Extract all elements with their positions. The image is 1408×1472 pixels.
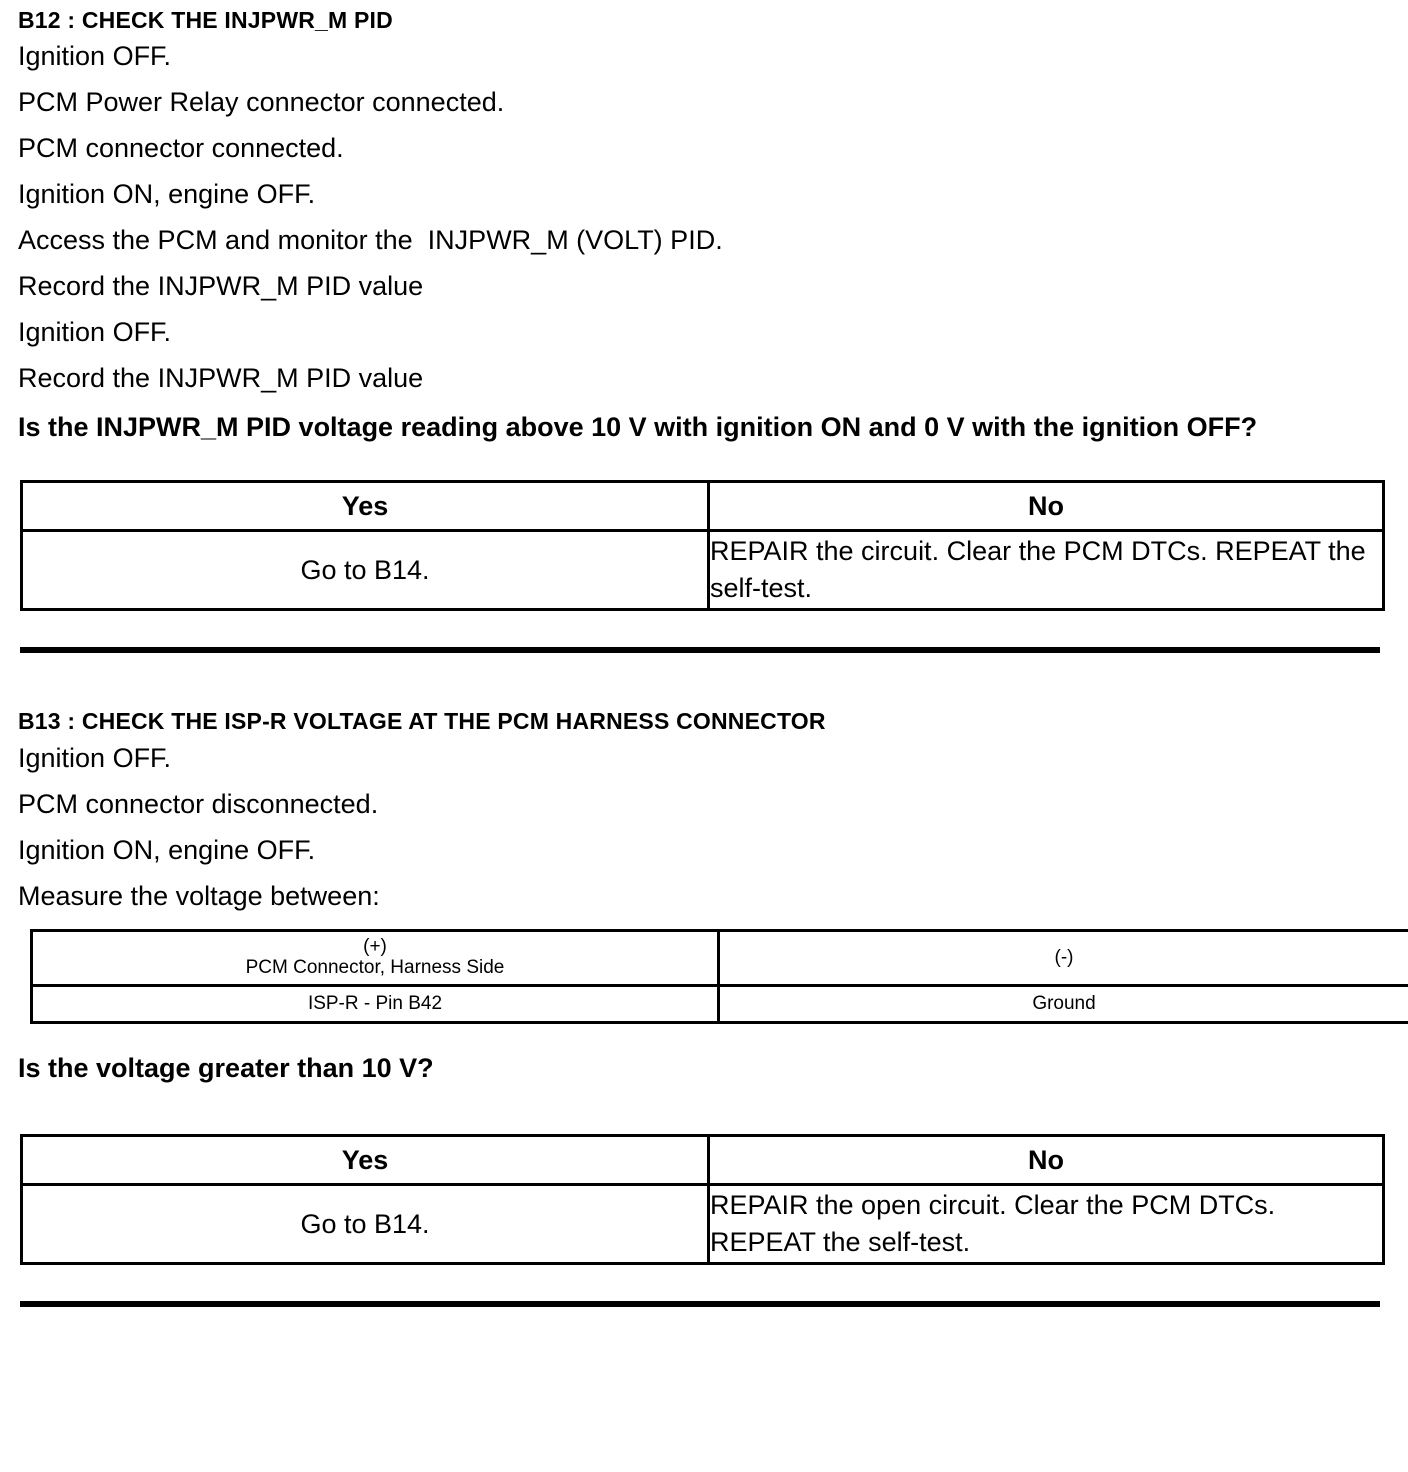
table-row xyxy=(32,985,1408,1022)
step-line: Ignition OFF. xyxy=(18,319,1390,346)
question-text-b13: Is the voltage greater than 10 V? xyxy=(18,1052,1358,1085)
positive-connector-label: PCM Connector, Harness Side xyxy=(33,957,717,979)
answer-no-action: REPAIR the open circuit. Clear the PCM DTCs. REPEAT the self-test. xyxy=(709,1185,1384,1264)
positive-sign-label: (+) xyxy=(33,937,717,957)
section-b12 xyxy=(18,8,1390,653)
step-heading-b12: B12 : CHECK THE INJPWR_M PID xyxy=(18,8,1390,33)
table-row xyxy=(32,930,1408,985)
step-line: PCM Power Relay connector connected. xyxy=(18,89,1390,116)
step-line: Ignition OFF. xyxy=(18,745,1390,772)
measure-positive-value: ISP-R - Pin B42 xyxy=(32,985,719,1022)
measurement-table-b13 xyxy=(30,929,1408,1024)
answer-yes-action[interactable]: Go to B14. xyxy=(22,531,709,610)
step-line: Access the PCM and monitor the INJPWR_M (VOLT) PID. xyxy=(18,227,1390,254)
answer-header-no: No xyxy=(709,482,1384,531)
negative-sign-label: (-) xyxy=(720,948,1408,968)
step-line: Record the INJPWR_M PID value xyxy=(18,273,1390,300)
step-heading-b13: B13 : CHECK THE ISP-R VOLTAGE AT THE PCM HARNESS CONNECTOR xyxy=(18,709,1390,734)
measure-header-negative xyxy=(719,930,1408,985)
question-text-b12: Is the INJPWR_M PID voltage reading above 10 V with ignition ON and 0 V with the ignition OFF? xyxy=(18,411,1358,444)
section-divider xyxy=(20,1301,1380,1307)
table-row xyxy=(22,531,1384,610)
answer-no-action: REPAIR the circuit. Clear the PCM DTCs. REPEAT the self-test. xyxy=(709,531,1384,610)
step-line: Ignition ON, engine OFF. xyxy=(18,837,1390,864)
answer-table-b13 xyxy=(20,1134,1385,1265)
table-row xyxy=(22,482,1384,531)
step-line: Ignition ON, engine OFF. xyxy=(18,181,1390,208)
step-line: PCM connector disconnected. xyxy=(18,791,1390,818)
step-line: PCM connector connected. xyxy=(18,135,1390,162)
answer-header-no: No xyxy=(709,1136,1384,1185)
step-line: Ignition OFF. xyxy=(18,43,1390,70)
diagnostic-procedure-page xyxy=(0,8,1408,1307)
measure-header-positive xyxy=(32,930,719,985)
answer-header-yes: Yes xyxy=(22,1136,709,1185)
step-line: Measure the voltage between: xyxy=(18,883,1390,910)
answer-table-b12 xyxy=(20,480,1385,611)
section-b13 xyxy=(18,709,1390,1307)
table-row xyxy=(22,1136,1384,1185)
answer-yes-action[interactable]: Go to B14. xyxy=(22,1185,709,1264)
answer-header-yes: Yes xyxy=(22,482,709,531)
measure-negative-value: Ground xyxy=(719,985,1408,1022)
step-line: Record the INJPWR_M PID value xyxy=(18,365,1390,392)
table-row xyxy=(22,1185,1384,1264)
